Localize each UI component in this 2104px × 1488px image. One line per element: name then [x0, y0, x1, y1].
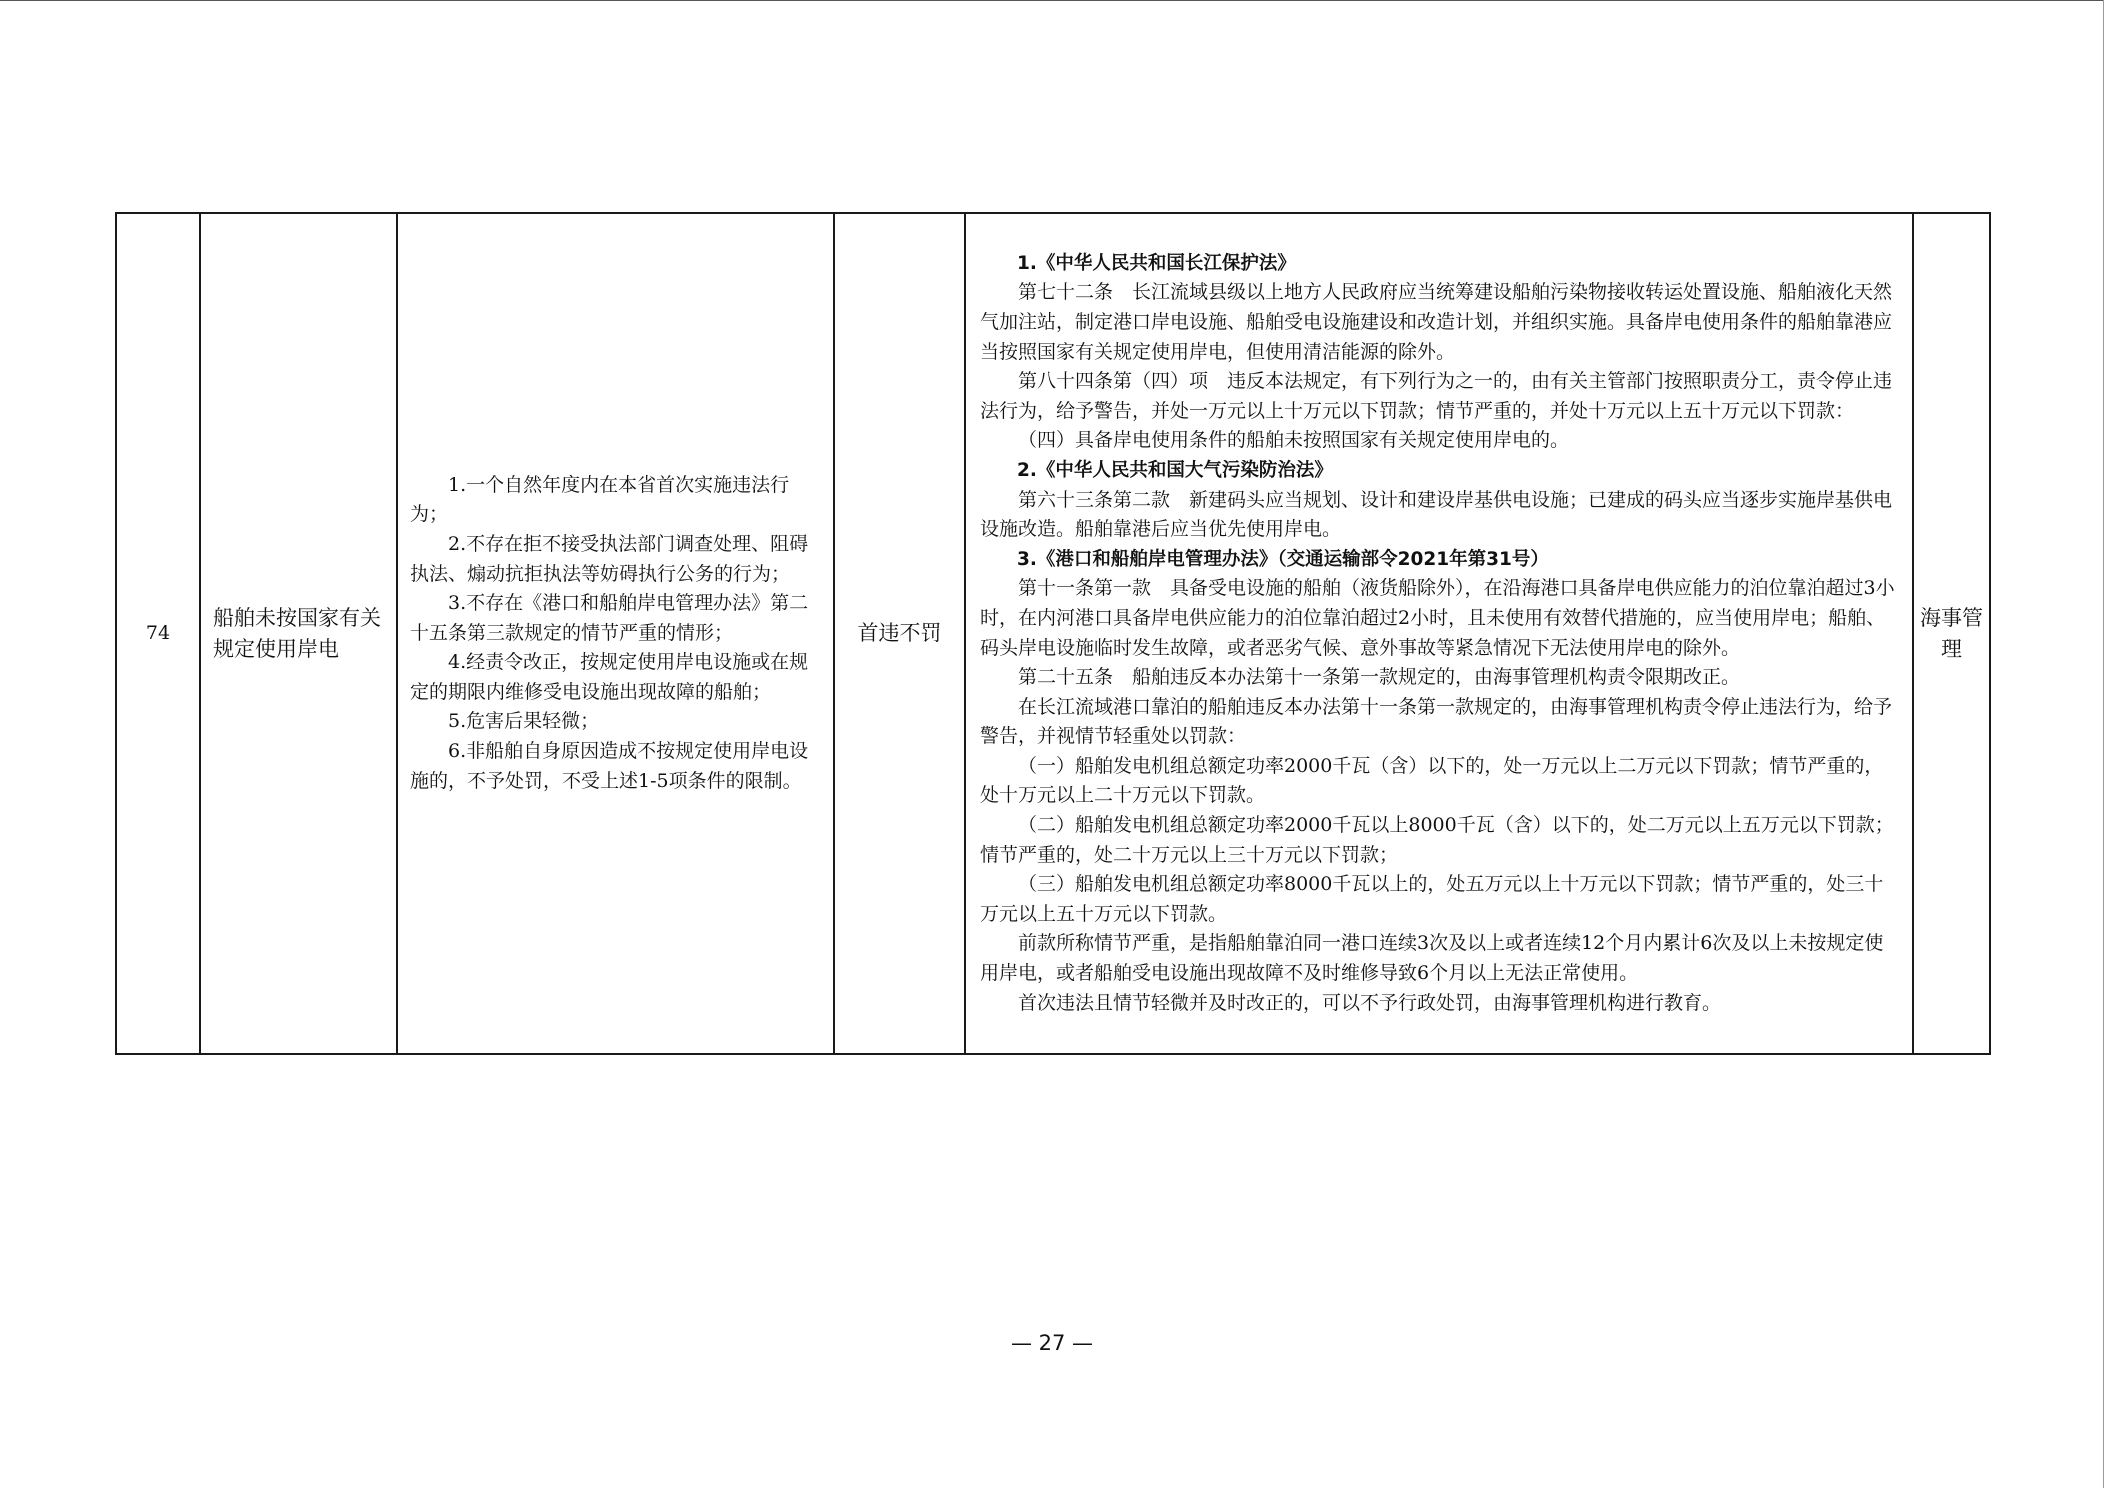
- law-title: 1.《中华人民共和国长江保护法》: [1017, 252, 1296, 274]
- department: 海事管理: [1920, 605, 1983, 661]
- law-clause: 第十一条第一款 具备受电设施的船舶（液货船除外），在沿海港口具备岸电供应能力的泊位靠泊超过3小时，在内河港口具备岸电供应能力的泊位靠泊超过2小时，且未使用有效替代措施的，应当使用岸电；船舶、码头岸电设施临时发生故障，或者恶劣气候、意外事故等紧急情况下无法使用岸电的除外。: [980, 577, 1895, 659]
- condition-item: 3.不存在《港口和船舶岸电管理办法》第二十五条第三款规定的情节严重的情形；: [410, 592, 809, 644]
- page-number: — 27 —: [1010, 1331, 1094, 1355]
- condition-item: 1.一个自然年度内在本省首次实施违法行为；: [410, 473, 790, 526]
- law-clause: 第六十三条第二款 新建码头应当规划、设计和建设岸基供电设施；已建成的码头应当逐步实施岸基供电设施改造。船舶靠港后应当优先使用岸电。: [980, 488, 1893, 541]
- law-clause: 在长江流域港口靠泊的船舶违反本办法第十一条第一款规定的，由海事管理机构责令停止违法行为，给予警告，并视情节轻重处以罚款：: [980, 695, 1893, 748]
- condition-item: 6.非船舶自身原因造成不按规定使用岸电设施的，不予处罚，不受上述1-5项条件的限制。: [410, 740, 809, 792]
- law-clause: 首次违法且情节轻微并及时改正的，可以不予行政处罚，由海事管理机构进行教育。: [1018, 991, 1722, 1014]
- law-clause: 第七十二条 长江流域县级以上地方人民政府应当统筹建设船舶污染物接收转运处置设施、船舶液化天然气加注站，制定港口岸电设施、船舶受电设施建设和改造计划，并组织实施。具备岸电使用条件的船舶靠港应当按照国家有关规定使用岸电，但使用清洁能源的除外。: [980, 281, 1893, 363]
- condition-item: 4.经责令改正，按规定使用岸电设施或在规定的期限内维修受电设施出现故障的船舶；: [410, 651, 809, 703]
- condition-item: 2.不存在拒不接受执法部门调查处理、阻碍执法、煽动抗拒执法等妨碍执行公务的行为；: [410, 532, 809, 585]
- law-clause: 第八十四条第（四）项 违反本法规定，有下列行为之一的，由有关主管部门按照职责分工，责令停止违法行为，给予警告，并处一万元以上十万元以下罚款；情节严重的，并处十万元以上五十万元以下罚款：: [980, 370, 1893, 422]
- conditions-list: [410, 471, 821, 797]
- conditions-cell: [397, 213, 834, 1054]
- violation-item: 船舶未按国家有关规定使用岸电: [213, 605, 381, 661]
- law-clause: 前款所称情节严重，是指船舶靠泊同一港口连续3次及以上或者连续12个月内累计6次及以上未按规定使用岸电，或者船舶受电设施出现故障不及时维修导致6个月以上无法正常使用。: [980, 932, 1884, 985]
- law-clause: （一）船舶发电机组总额定功率2000千瓦（含）以下的，处一万元以上二万元以下罚款；情节严重的，处十万元以上二十万元以下罚款。: [980, 754, 1884, 807]
- law-clause: （四）具备岸电使用条件的船舶未按照国家有关规定使用岸电的。: [1018, 429, 1570, 452]
- exemption-type: 首违不罚: [857, 620, 942, 645]
- condition-item: 5.危害后果轻微；: [448, 710, 600, 733]
- legal-basis-list: [980, 249, 1900, 1018]
- page-top-border: [0, 0, 2104, 1]
- exemption-type-cell: [834, 213, 965, 1054]
- law-clause: 第二十五条 船舶违反本办法第十一条第一款规定的，由海事管理机构责令限期改正。: [1018, 666, 1741, 689]
- row-number: 74: [145, 621, 171, 644]
- row-number-cell: [116, 213, 200, 1054]
- department-cell: [1913, 213, 1990, 1054]
- table-row: [116, 213, 1990, 1054]
- law-title: 2.《中华人民共和国大气污染防治法》: [1017, 459, 1333, 481]
- law-clause: （二）船舶发电机组总额定功率2000千瓦以上8000千瓦（含）以下的，处二万元以上五万元以下罚款；情节严重的，处二十万元以上三十万元以下罚款；: [980, 814, 1894, 866]
- regulation-table: [115, 212, 1991, 1055]
- legal-basis-cell: [965, 213, 1913, 1054]
- law-title: 3.《港口和船舶岸电管理办法》（交通运输部令2021年第31号）: [1017, 548, 1549, 570]
- violation-item-cell: [200, 213, 397, 1054]
- law-clause: （三）船舶发电机组总额定功率8000千瓦以上的，处五万元以上十万元以下罚款；情节严重的，处三十万元以上五十万元以下罚款。: [980, 873, 1884, 925]
